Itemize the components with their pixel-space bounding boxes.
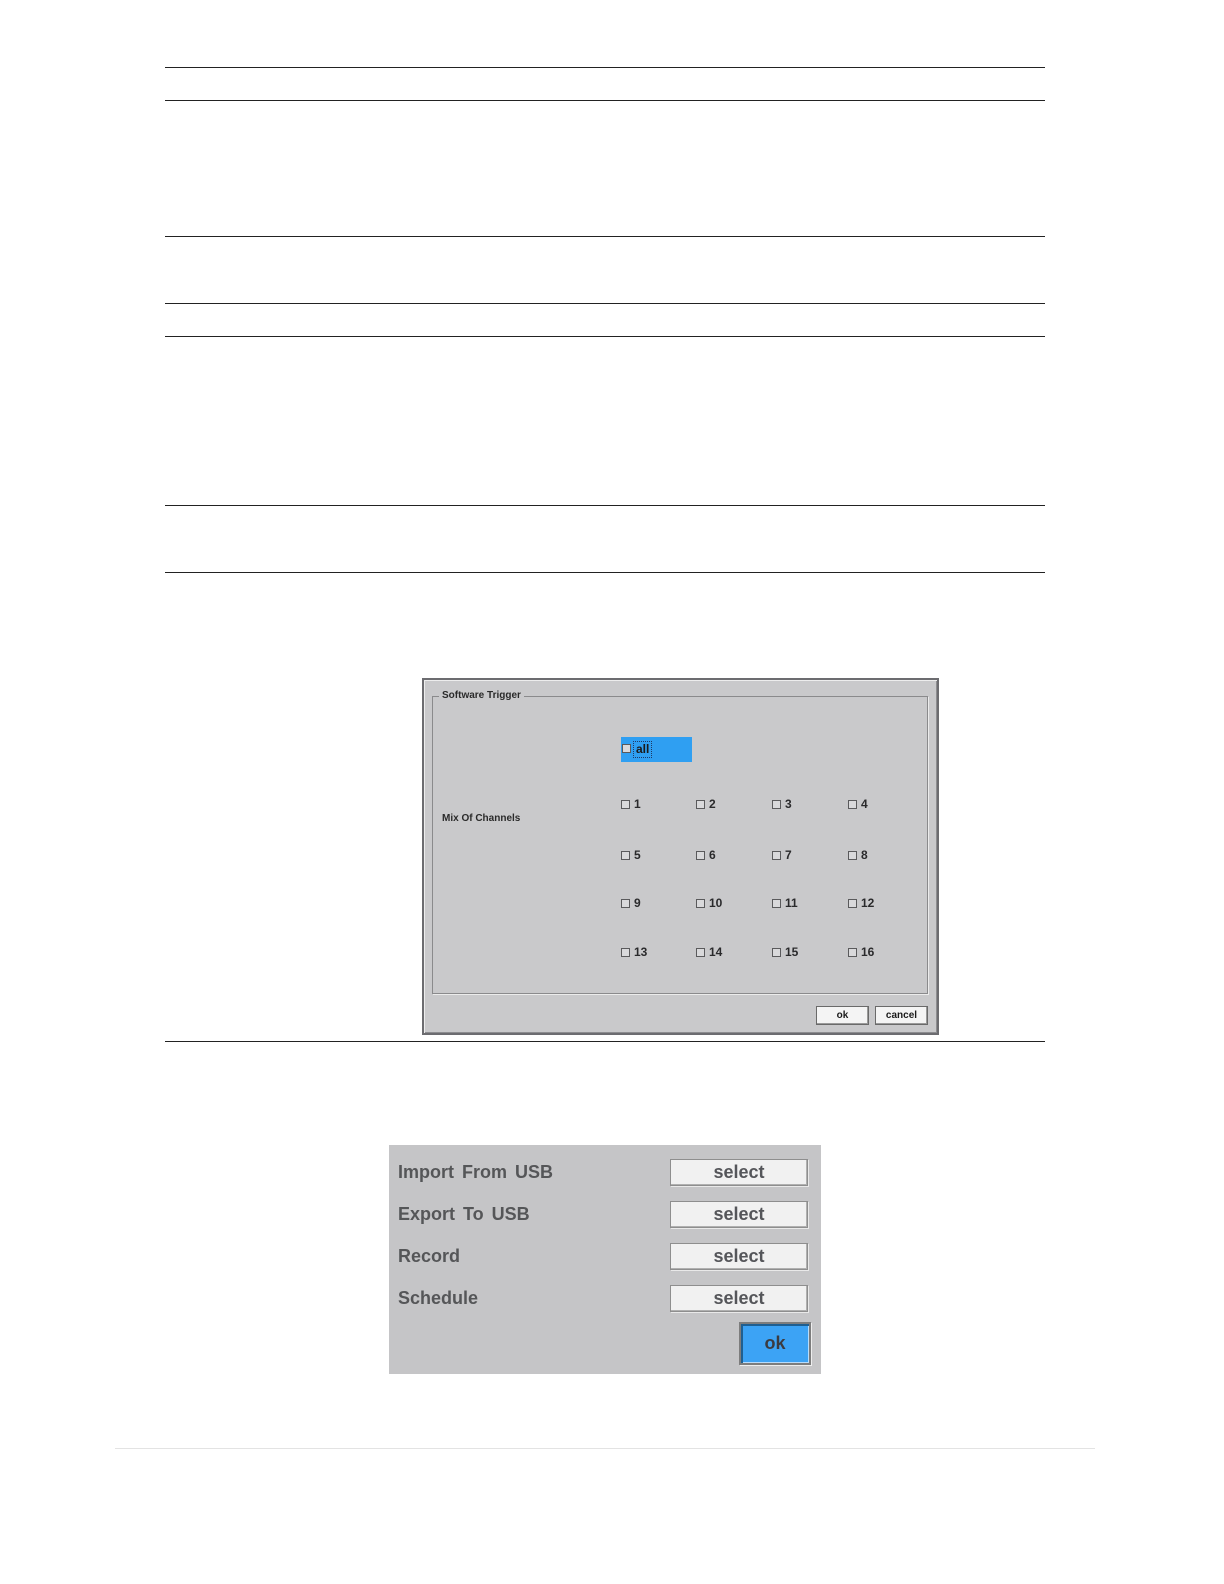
mix-of-channels-label: Mix Of Channels bbox=[442, 813, 521, 824]
table-rule bbox=[165, 572, 1045, 573]
checkbox-icon[interactable] bbox=[696, 851, 705, 860]
record-label: Record bbox=[398, 1246, 461, 1266]
channel-label: 16 bbox=[861, 945, 875, 959]
channel-checkbox-1[interactable] bbox=[621, 796, 691, 812]
checkbox-icon[interactable] bbox=[848, 800, 857, 809]
channel-label: 2 bbox=[709, 797, 716, 811]
checkbox-icon[interactable] bbox=[621, 800, 630, 809]
channel-label: 6 bbox=[709, 848, 716, 862]
record-select-button[interactable]: select bbox=[670, 1243, 808, 1270]
cancel-button[interactable]: cancel bbox=[875, 1006, 928, 1025]
checkbox-icon[interactable] bbox=[696, 800, 705, 809]
checkbox-icon[interactable] bbox=[848, 899, 857, 908]
software-trigger-dialog bbox=[422, 678, 939, 1035]
channel-label: 3 bbox=[785, 797, 792, 811]
channel-checkbox-9[interactable] bbox=[621, 895, 691, 911]
checkbox-icon[interactable] bbox=[621, 899, 630, 908]
software-trigger-group bbox=[432, 690, 928, 994]
channel-checkbox-15[interactable] bbox=[772, 944, 842, 960]
checkbox-icon[interactable] bbox=[621, 851, 630, 860]
table-rule bbox=[165, 67, 1045, 68]
footer-divider bbox=[115, 1448, 1095, 1449]
channel-checkbox-2[interactable] bbox=[696, 796, 766, 812]
table-rule bbox=[165, 100, 1045, 101]
checkbox-icon[interactable] bbox=[772, 851, 781, 860]
checkbox-icon[interactable] bbox=[696, 899, 705, 908]
channel-label: 4 bbox=[861, 797, 868, 811]
export-select-button[interactable]: select bbox=[670, 1201, 808, 1228]
table-rule bbox=[165, 505, 1045, 506]
channel-checkbox-5[interactable] bbox=[621, 847, 691, 863]
channel-label: 5 bbox=[634, 848, 641, 862]
channel-label: 13 bbox=[634, 945, 648, 959]
table-rule bbox=[165, 303, 1045, 304]
import-from-usb-label: Import From USB bbox=[398, 1162, 554, 1182]
channel-checkbox-7[interactable] bbox=[772, 847, 842, 863]
channel-checkbox-4[interactable] bbox=[848, 796, 918, 812]
ok-button[interactable]: ok bbox=[816, 1006, 869, 1025]
checkbox-icon[interactable] bbox=[696, 948, 705, 957]
checkbox-icon[interactable] bbox=[848, 948, 857, 957]
table-rule bbox=[165, 236, 1045, 237]
table-rule bbox=[165, 336, 1045, 337]
checkbox-icon[interactable] bbox=[622, 744, 631, 753]
channel-label: 9 bbox=[634, 896, 641, 910]
channel-checkbox-14[interactable] bbox=[696, 944, 766, 960]
channel-label: 7 bbox=[785, 848, 792, 862]
channel-label: 1 bbox=[634, 797, 641, 811]
checkbox-icon[interactable] bbox=[621, 948, 630, 957]
channel-checkbox-12[interactable] bbox=[848, 895, 918, 911]
channel-label: 10 bbox=[709, 896, 723, 910]
checkbox-icon[interactable] bbox=[772, 899, 781, 908]
table-rule bbox=[165, 1041, 1045, 1042]
schedule-select-button[interactable]: select bbox=[670, 1285, 808, 1312]
schedule-label: Schedule bbox=[398, 1288, 479, 1308]
channel-checkbox-6[interactable] bbox=[696, 847, 766, 863]
channel-checkbox-13[interactable] bbox=[621, 944, 691, 960]
checkbox-icon[interactable] bbox=[772, 800, 781, 809]
checkbox-icon[interactable] bbox=[772, 948, 781, 957]
import-select-button[interactable]: select bbox=[670, 1159, 808, 1186]
channel-checkbox-16[interactable] bbox=[848, 944, 918, 960]
export-to-usb-label: Export To USB bbox=[398, 1204, 530, 1224]
channel-label: 8 bbox=[861, 848, 868, 862]
channel-label: 14 bbox=[709, 945, 723, 959]
channel-checkbox-11[interactable] bbox=[772, 895, 842, 911]
channel-checkbox-8[interactable] bbox=[848, 847, 918, 863]
channel-checkbox-10[interactable] bbox=[696, 895, 766, 911]
channel-label: 15 bbox=[785, 945, 799, 959]
group-title: Software Trigger bbox=[439, 689, 524, 703]
usb-ok-button[interactable]: ok bbox=[739, 1322, 811, 1365]
channel-checkbox-3[interactable] bbox=[772, 796, 842, 812]
all-channels-checkbox-item[interactable] bbox=[621, 737, 692, 762]
usb-operations-panel bbox=[389, 1145, 821, 1374]
channel-label: 12 bbox=[861, 896, 875, 910]
all-label: all bbox=[633, 741, 652, 758]
channel-label: 11 bbox=[785, 896, 798, 910]
checkbox-icon[interactable] bbox=[848, 851, 857, 860]
